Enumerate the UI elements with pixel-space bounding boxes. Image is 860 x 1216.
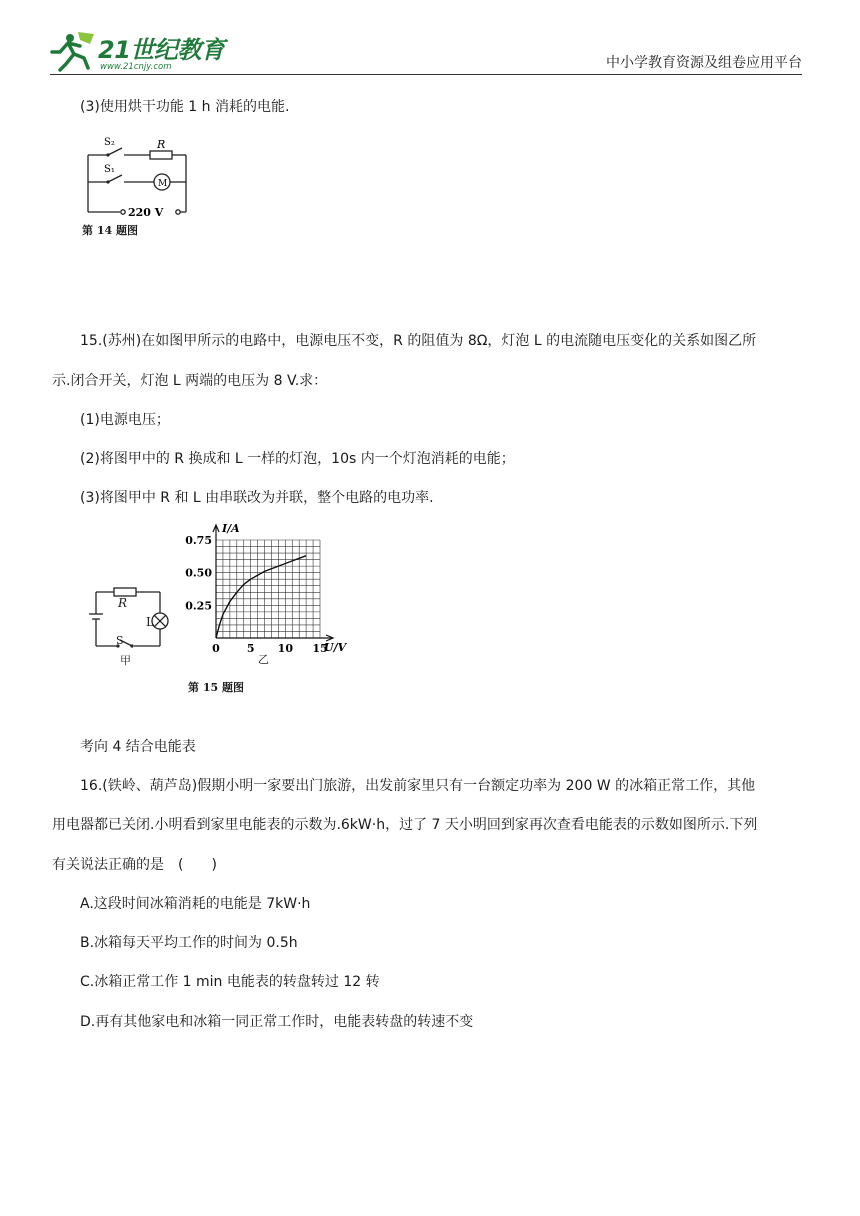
site-name: 中小学教育资源及组卷应用平台 <box>606 55 802 71</box>
iv-chart <box>180 520 350 670</box>
chart-grid <box>216 540 320 638</box>
q14-part3: (3)使用烘干功能 1 h 消耗的电能. <box>80 99 290 115</box>
m-label: M <box>158 179 168 189</box>
y-tick-label: 0.75 <box>185 534 212 547</box>
q15-circuit-name: 甲 <box>120 654 131 667</box>
q16-option-d: D.再有其他家电和冰箱一同正常工作时，电能表转盘的转速不变 <box>80 1014 474 1030</box>
q15-stem-line1: 15.(苏州)在如图甲所示的电路中，电源电压不变，R 的阻值为 8Ω，灯泡 L 的电流随电压变化的关系如图乙所 <box>80 333 757 349</box>
q15-l-label: L <box>146 615 154 629</box>
q16-stem-line3: 有关说法正确的是 ( ) <box>52 857 217 873</box>
runner-icon <box>50 30 96 72</box>
y-axis-label: I/A <box>222 522 240 535</box>
q15-s-label: S <box>116 634 124 647</box>
x-axis-label: U/V <box>324 641 347 654</box>
q16-stem-line1: 16.(铁岭、葫芦岛)假期小明一家要出门旅游，出发前家里只有一台额定功率为 200 W 的冰箱正常工作，其他 <box>80 778 756 794</box>
resistor-r <box>150 151 172 159</box>
y-tick-label: 0.50 <box>185 566 212 580</box>
q15-circuit-diagram <box>84 584 180 670</box>
q14-circuit-diagram <box>78 130 198 226</box>
q15-part1: (1)电源电压； <box>80 412 170 428</box>
q16-option-c: C.冰箱正常工作 1 min 电能表的转盘转过 12 转 <box>80 974 380 990</box>
q14-caption: 第 14 题图 <box>82 224 138 237</box>
x-tick-label: 0 <box>212 642 220 655</box>
q16-option-a: A.这段时间冰箱消耗的电能是 7kW·h <box>80 896 311 912</box>
logo-text: 21世纪教育 <box>98 36 225 64</box>
resistor-r <box>114 588 136 596</box>
logo-url: www.21cnjy.com <box>100 62 172 72</box>
y-tick-label: 0.25 <box>185 599 212 613</box>
s2-label: S₂ <box>104 137 115 148</box>
iv-curve <box>216 556 306 638</box>
s1-label: S₁ <box>104 164 115 175</box>
x-tick-label: 10 <box>277 642 293 655</box>
s2-switch-arm <box>108 148 122 155</box>
q16-stem-line2: 用电器都已关闭.小明看到家里电能表的示数为.6kW·h，过了 7 天小明回到家再次查看电能表的示数如图所示.下列 <box>52 817 758 833</box>
header-divider <box>50 74 802 75</box>
logo <box>50 28 230 74</box>
q15-r-label: R <box>118 596 128 610</box>
q15-part2: (2)将图甲中的 R 换成和 L 一样的灯泡，10s 内一个灯泡消耗的电能； <box>80 451 515 467</box>
q15-graph-name: 乙 <box>258 653 269 666</box>
q15-stem-line2: 示.闭合开关，灯泡 L 两端的电压为 8 V.求： <box>52 373 328 389</box>
section4-title: 考向 4 结合电能表 <box>80 739 196 755</box>
r-label: R <box>157 138 166 151</box>
x-tick-label: 15 <box>312 642 328 655</box>
q15-part3: (3)将图甲中 R 和 L 由串联改为并联，整个电路的电功率. <box>80 490 434 506</box>
q15-caption: 第 15 题图 <box>188 681 244 694</box>
voltage-label: 220 V <box>128 206 164 219</box>
x-tick-label: 5 <box>246 642 255 655</box>
q16-option-b: B.冰箱每天平均工作的时间为 0.5h <box>80 935 298 951</box>
s1-switch-arm <box>108 175 122 182</box>
